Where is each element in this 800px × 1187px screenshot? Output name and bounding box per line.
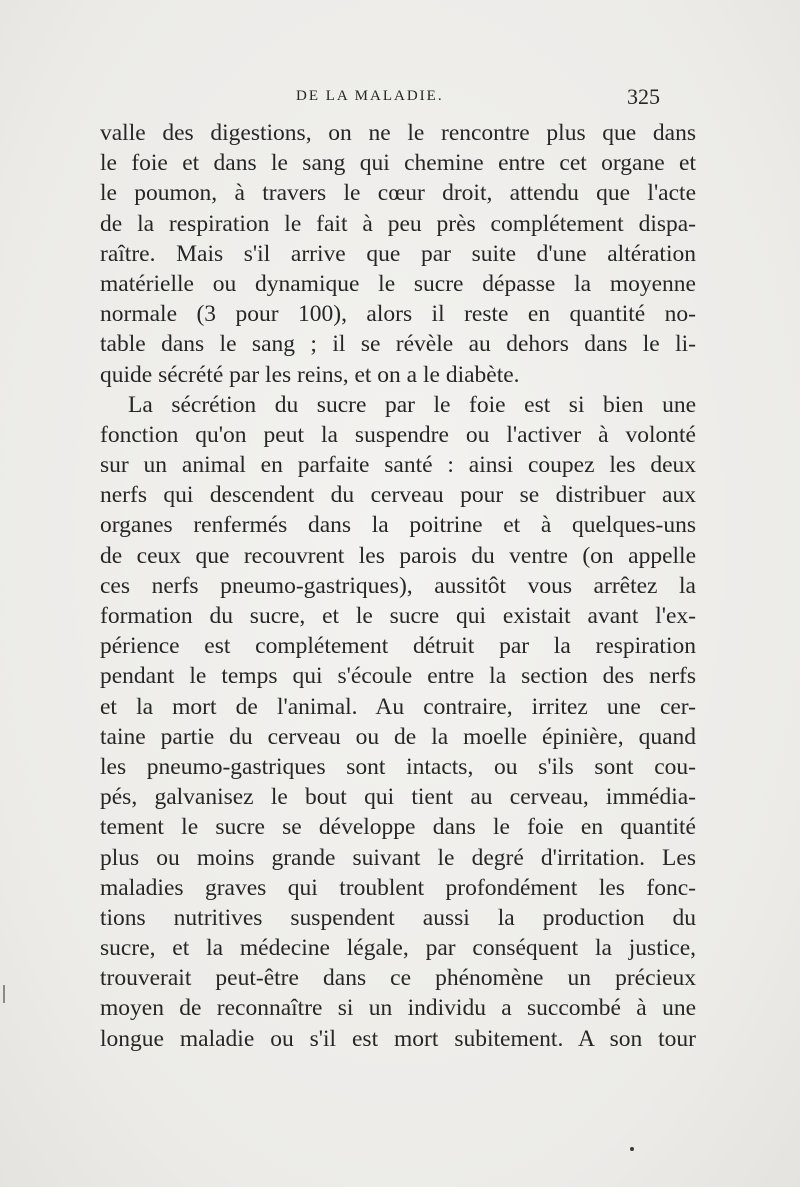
page-header bbox=[100, 86, 660, 110]
text-line: sur un animal en parfaite santé : ainsi coupez les deux bbox=[100, 452, 696, 479]
running-head: DE LA MALADIE. bbox=[296, 88, 444, 104]
text-line: sucre, et la médecine légale, par conséquent la justice, bbox=[100, 935, 696, 962]
text-line: le poumon, à travers le cœur droit, attendu que l'acte bbox=[100, 180, 696, 207]
text-line: moyen de reconnaître si un individu a succombé à une bbox=[100, 995, 696, 1022]
text-line: plus ou moins grande suivant le degré d'irritation. Les bbox=[100, 844, 696, 871]
text-line: trouverait peut-être dans ce phénomène un précieux bbox=[100, 965, 696, 992]
text-line: longue maladie ou s'il est mort subitement. A son tour bbox=[100, 1025, 696, 1052]
text-line: pendant le temps qui s'écoule entre la section des nerfs bbox=[100, 663, 696, 690]
paragraph-end-line: quide sécrété par les reins, et on a le diabète. bbox=[100, 361, 520, 388]
page-edge-mark bbox=[3, 985, 5, 1003]
text-line: tement le sucre se développe dans le foie en quantité bbox=[100, 814, 696, 841]
text-line: formation du sucre, et le sucre qui existait avant l'ex- bbox=[100, 603, 696, 629]
paragraph-start-line: La sécrétion du sucre par le foie est si bien une bbox=[128, 391, 696, 418]
text-line: organes renfermés dans la poitrine et à quelques-uns bbox=[100, 512, 696, 539]
text-line: de ceux que recouvrent les parois du ventre (on appelle bbox=[100, 542, 696, 569]
text-line: périence est complétement détruit par la respiration bbox=[100, 633, 696, 660]
text-line: ces nerfs pneumo-gastriques), aussitôt vous arrêtez la bbox=[100, 572, 696, 599]
text-line: valle des digestions, on ne le rencontre plus que dans bbox=[100, 120, 696, 146]
text-line: et la mort de l'animal. Au contraire, irritez une cer- bbox=[100, 693, 696, 720]
text-line: matérielle ou dynamique le sucre dépasse la moyenne bbox=[100, 270, 696, 297]
text-line: fonction qu'on peut la suspendre ou l'activer à volonté bbox=[100, 421, 696, 448]
text-line: raître. Mais s'il arrive que par suite d'une altération bbox=[100, 240, 696, 267]
text-line: de la respiration le fait à peu près complétement dispa- bbox=[100, 210, 696, 237]
text-line: maladies graves qui troublent profondément les fonc- bbox=[100, 874, 696, 901]
text-line: normale (3 pour 100), alors il reste en quantité no- bbox=[100, 301, 696, 328]
text-line: tions nutritives suspendent aussi la production du bbox=[100, 904, 696, 931]
text-line: taine partie du cerveau ou de la moelle épinière, quand bbox=[100, 723, 696, 750]
body-text bbox=[100, 118, 696, 1054]
text-line: pés, galvanisez le bout qui tient au cerveau, immédia- bbox=[100, 784, 696, 811]
ink-speck bbox=[630, 1147, 634, 1151]
text-line: les pneumo-gastriques sont intacts, ou s'ils sont cou- bbox=[100, 753, 696, 780]
text-line: le foie et dans le sang qui chemine entre cet organe et bbox=[100, 150, 696, 177]
text-line: table dans le sang ; il se révèle au dehors dans le li- bbox=[100, 331, 696, 358]
text-line: nerfs qui descendent du cerveau pour se distribuer aux bbox=[100, 482, 696, 509]
page-number: 325 bbox=[627, 84, 660, 109]
